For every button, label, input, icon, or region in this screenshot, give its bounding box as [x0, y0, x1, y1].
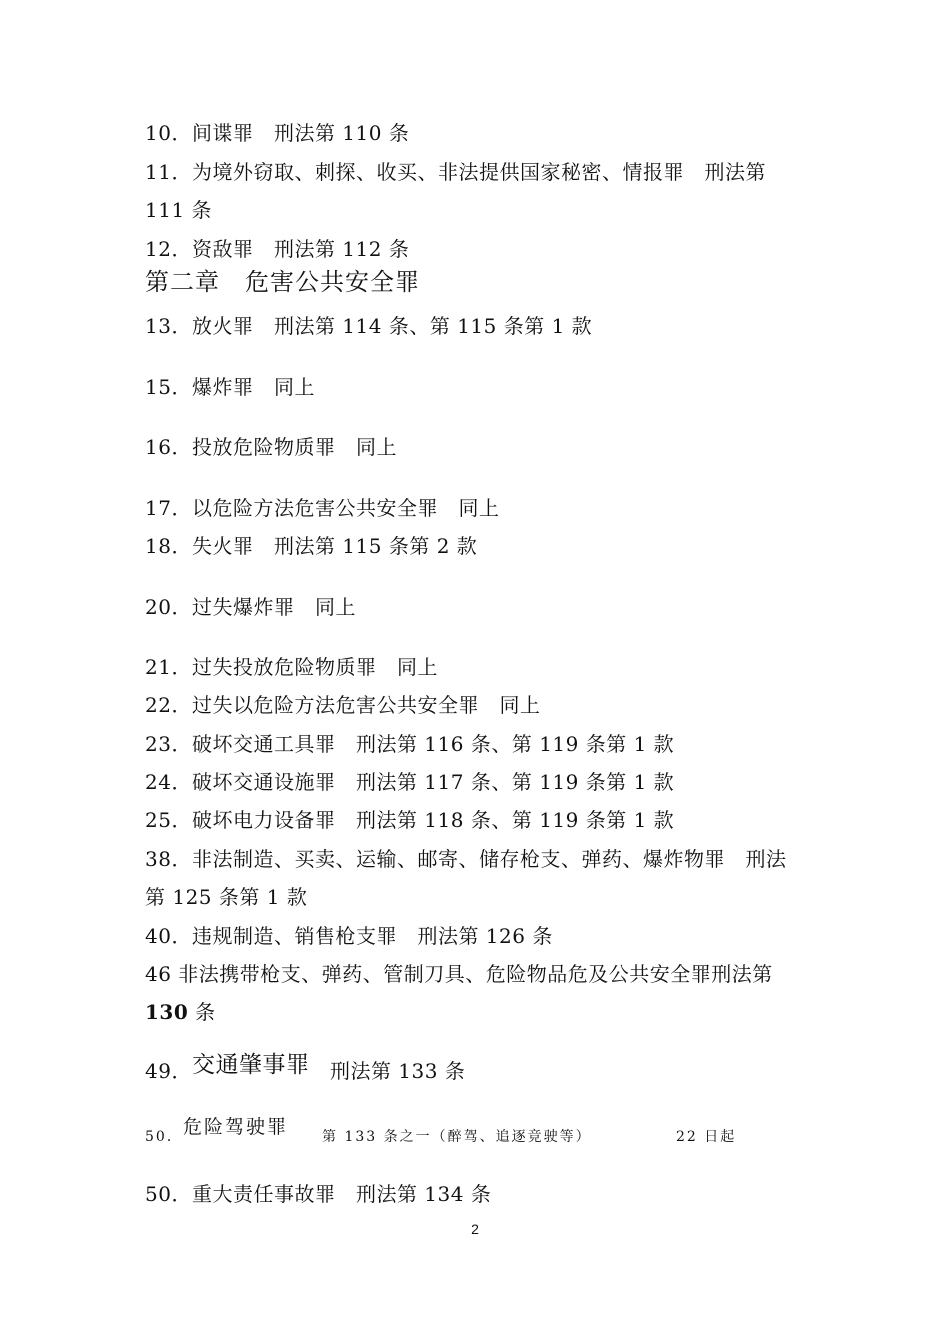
- entry-11: 11．为境外窃取、刺探、收买、非法提供国家秘密、情报罪 刑法第 111 条: [145, 160, 766, 222]
- entry-21: 21．过失投放危险物质罪 同上: [145, 655, 438, 679]
- entry-10: 10．间谍罪 刑法第 110 条: [145, 121, 410, 145]
- entry-46-bold-number: 130: [145, 1000, 189, 1024]
- entry-25: 25．破坏电力设备罪 刑法第 118 条、第 119 条第 1 款: [145, 808, 675, 832]
- entry-50-garbled-number: 50．: [145, 1129, 183, 1145]
- entry-15: 15．爆炸罪 同上: [145, 375, 315, 399]
- entry-40: 40．违规制造、销售枪支罪 刑法第 126 条: [145, 924, 553, 948]
- chapter-heading: 第二章 危害公共安全罪: [145, 268, 420, 296]
- entry-50: 50．重大责任事故罪 刑法第 134 条: [145, 1182, 492, 1206]
- entry-18: 18．失火罪 刑法第 115 条第 2 款: [145, 534, 478, 558]
- page-number: 2: [471, 1221, 479, 1237]
- entry-49-number: 49．: [145, 1059, 192, 1083]
- entry-49: [145, 1052, 466, 1083]
- entry-46: [145, 955, 795, 1031]
- entry-20: 20．过失爆炸罪 同上: [145, 595, 356, 619]
- entry-16: 16．投放危险物质罪 同上: [145, 435, 397, 459]
- entry-13: 13．放火罪 刑法第 114 条、第 115 条第 1 款: [145, 314, 593, 338]
- entry-50-garbled-middle: 第 133 条之一（醉驾、追逐竞驶等）: [322, 1129, 592, 1145]
- entry-49-law: 刑法第 133 条: [309, 1059, 466, 1083]
- entry-50-garbled-name: 危险驾驶罪: [183, 1116, 289, 1138]
- entry-22: 22．过失以危险方法危害公共安全罪 同上: [145, 693, 541, 717]
- entry-23: 23．破坏交通工具罪 刑法第 116 条、第 119 条第 1 款: [145, 732, 675, 756]
- entry-46-text: 46 非法携带枪支、弹药、管制刀具、危险物品危及公共安全罪刑法第: [145, 962, 773, 986]
- entry-38: 38．非法制造、买卖、运输、邮寄、储存枪支、弹药、爆炸物罪 刑法第 125 条第 1 款: [145, 847, 787, 909]
- entry-50-garbled-end: 22 日起: [676, 1129, 737, 1145]
- entry-17: 17．以危险方法危害公共安全罪 同上: [145, 496, 500, 520]
- entry-49-name: 交通肇事罪: [191, 1052, 310, 1078]
- entry-12: 12．资敌罪 刑法第 112 条: [145, 237, 410, 261]
- entry-24: 24．破坏交通设施罪 刑法第 117 条、第 119 条第 1 款: [145, 770, 675, 794]
- entry-46-suffix: 条: [188, 1000, 216, 1024]
